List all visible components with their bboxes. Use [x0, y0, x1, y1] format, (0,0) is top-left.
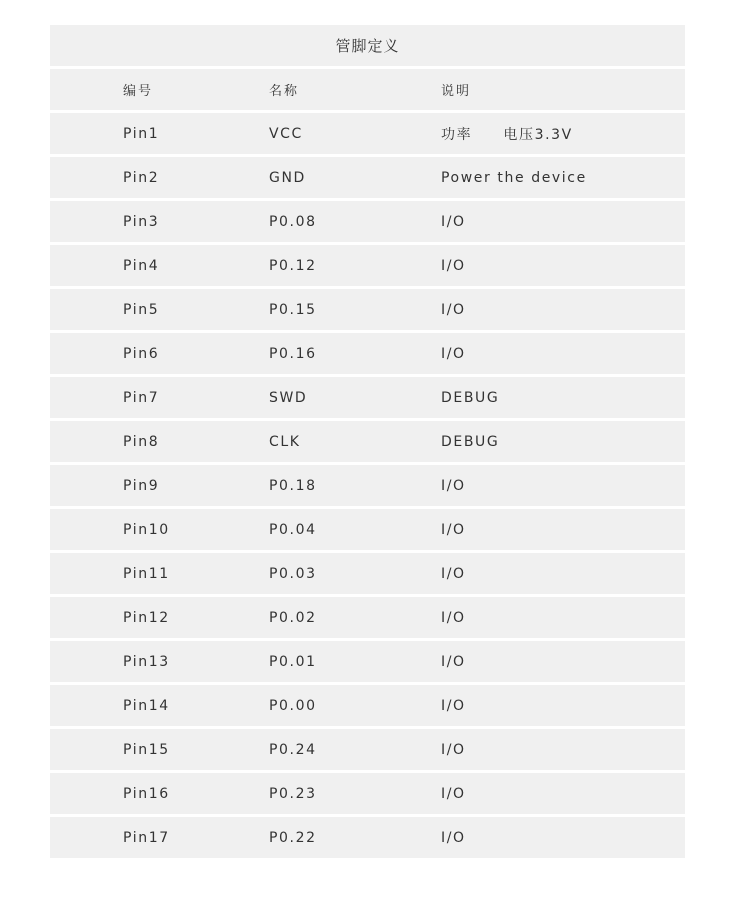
- pin-name-cell: P0.01: [269, 653, 317, 670]
- pin-description-cell: I/O: [441, 653, 466, 670]
- pin-number-cell: Pin4: [123, 257, 160, 274]
- pin-number-cell: Pin9: [123, 477, 160, 494]
- table-row: [50, 773, 685, 814]
- pin-number-cell: Pin17: [123, 829, 170, 846]
- pin-name-cell: GND: [269, 169, 306, 186]
- table-row: [50, 421, 685, 462]
- pin-name-cell: P0.00: [269, 697, 317, 714]
- pin-description-cell: I/O: [441, 257, 466, 274]
- pin-description-cell: I/O: [441, 301, 466, 318]
- pin-number-cell: Pin15: [123, 741, 170, 758]
- table-row: [50, 641, 685, 682]
- pin-description-cell: I/O: [441, 345, 466, 362]
- pin-number-cell: Pin1: [123, 125, 160, 142]
- pin-number-cell: Pin16: [123, 785, 170, 802]
- table-row: [50, 113, 685, 154]
- pin-name-cell: P0.08: [269, 213, 317, 230]
- pin-name-cell: P0.24: [269, 741, 317, 758]
- pin-name-cell: P0.12: [269, 257, 317, 274]
- pin-name-cell: P0.22: [269, 829, 317, 846]
- pin-number-cell: Pin8: [123, 433, 160, 450]
- pin-number-cell: Pin13: [123, 653, 170, 670]
- pin-number-cell: Pin5: [123, 301, 160, 318]
- pin-number-cell: Pin10: [123, 521, 170, 538]
- table-row: [50, 201, 685, 242]
- pin-name-cell: P0.18: [269, 477, 317, 494]
- pin-number-cell: Pin2: [123, 169, 160, 186]
- table-body: [50, 113, 685, 858]
- pin-number-cell: Pin14: [123, 697, 170, 714]
- header-description: 说明: [441, 84, 472, 99]
- pin-definition-table: [50, 25, 685, 858]
- pin-name-cell: P0.23: [269, 785, 317, 802]
- table-row: [50, 157, 685, 198]
- pin-description-cell: I/O: [441, 521, 466, 538]
- pin-number-cell: Pin3: [123, 213, 160, 230]
- pin-name-cell: P0.15: [269, 301, 317, 318]
- pin-description-cell: I/O: [441, 609, 466, 626]
- table-row: [50, 597, 685, 638]
- table-row: [50, 553, 685, 594]
- pin-description-cell: 功率 电压3.3V: [441, 126, 573, 143]
- pin-name-cell: SWD: [269, 389, 308, 406]
- pin-name-cell: CLK: [269, 433, 301, 450]
- pin-number-cell: Pin12: [123, 609, 170, 626]
- table-row: [50, 289, 685, 330]
- pin-description-cell: I/O: [441, 565, 466, 582]
- table-title: [50, 25, 685, 66]
- pin-name-cell: P0.04: [269, 521, 317, 538]
- pin-number-cell: Pin11: [123, 565, 170, 582]
- pin-name-cell: P0.16: [269, 345, 317, 362]
- table-row: [50, 245, 685, 286]
- pin-name-cell: VCC: [269, 125, 303, 142]
- table-row: [50, 817, 685, 858]
- table-row: [50, 685, 685, 726]
- pin-description-cell: DEBUG: [441, 389, 500, 406]
- pin-description-cell: I/O: [441, 213, 466, 230]
- pin-description-cell: I/O: [441, 785, 466, 802]
- pin-number-cell: Pin7: [123, 389, 160, 406]
- table-row: [50, 333, 685, 374]
- table-row: [50, 509, 685, 550]
- pin-description-cell: I/O: [441, 829, 466, 846]
- table-row: [50, 377, 685, 418]
- table-row: [50, 729, 685, 770]
- table-row: [50, 465, 685, 506]
- pin-description-cell: I/O: [441, 697, 466, 714]
- header-number: 编号: [123, 84, 154, 99]
- pin-name-cell: P0.02: [269, 609, 317, 626]
- table-title-text: 管脚定义: [335, 37, 400, 55]
- header-name: 名称: [269, 84, 300, 99]
- table-header-row: [50, 69, 685, 110]
- pin-description-cell: Power the device: [441, 169, 587, 186]
- pin-number-cell: Pin6: [123, 345, 160, 362]
- pin-description-cell: I/O: [441, 477, 466, 494]
- pin-name-cell: P0.03: [269, 565, 317, 582]
- pin-description-cell: DEBUG: [441, 433, 500, 450]
- pin-description-cell: I/O: [441, 741, 466, 758]
